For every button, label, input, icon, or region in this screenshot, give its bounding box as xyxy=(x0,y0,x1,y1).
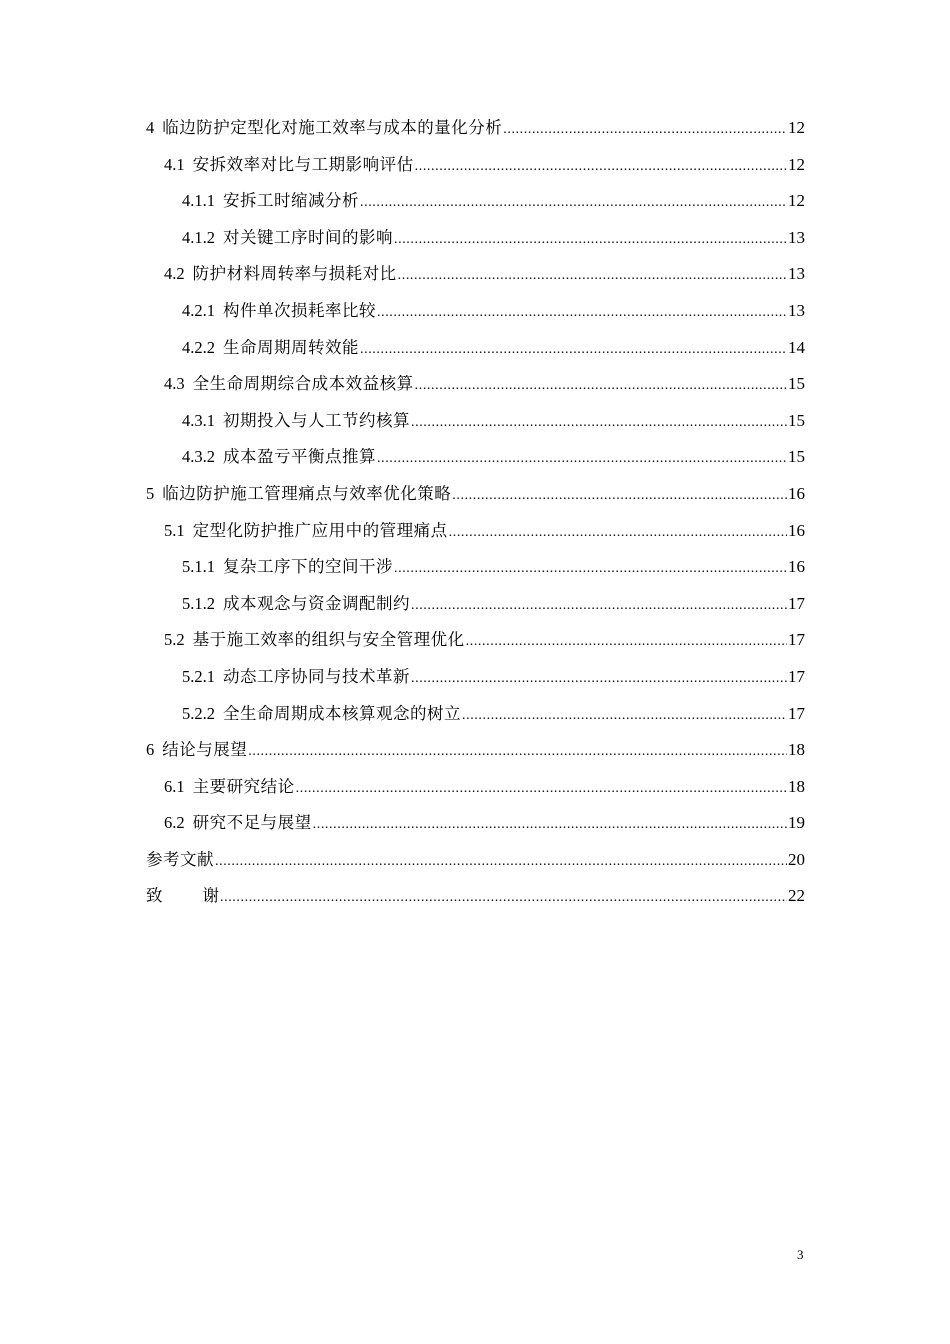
toc-entry-title: 研究不足与展望 xyxy=(192,813,312,833)
toc-entry-page: 20 xyxy=(788,849,805,869)
toc-entry-4-1-2[interactable] xyxy=(146,220,805,257)
toc-entry-page: 12 xyxy=(788,118,805,137)
toc-entry-5[interactable] xyxy=(146,476,805,513)
toc-entry-title: 安拆效率对比与工期影响评估 xyxy=(192,154,414,174)
toc-entry-number: 4.1.1 xyxy=(182,191,215,211)
toc-entry-page: 17 xyxy=(788,703,805,723)
toc-entry-title: 临边防护施工管理痛点与效率优化策略 xyxy=(162,483,452,503)
toc-leader-dots xyxy=(248,734,787,771)
toc-entry-4[interactable] xyxy=(146,110,805,147)
toc-entry-title: 成本观念与资金调配制约 xyxy=(223,593,410,613)
toc-entry-number: 4.2.2 xyxy=(182,337,215,357)
toc-entry-title: 全生命周期综合成本效益核算 xyxy=(192,374,414,394)
toc-entry-page: 18 xyxy=(788,740,805,760)
toc-entry-page: 12 xyxy=(788,154,805,174)
toc-entry-number: 4.2.1 xyxy=(182,300,215,320)
toc-entry-6-2[interactable] xyxy=(146,805,805,842)
toc-entry-title: 动态工序协同与技术革新 xyxy=(223,666,410,686)
toc-leader-dots xyxy=(220,880,787,917)
toc-leader-dots xyxy=(452,478,787,515)
toc-entry-page: 14 xyxy=(788,337,805,357)
toc-entry-number: 6 xyxy=(146,740,155,760)
toc-entry-title-part1: 致 xyxy=(146,886,163,906)
toc-entry-number: 5.2.1 xyxy=(182,666,215,686)
toc-leader-dots xyxy=(415,149,787,186)
toc-entry-page: 18 xyxy=(788,776,805,796)
toc-entry-number: 5.2.2 xyxy=(182,703,215,723)
toc-entry-acknowledgements[interactable] xyxy=(146,878,805,915)
toc-entry-page: 15 xyxy=(788,410,805,430)
toc-leader-dots xyxy=(313,807,787,844)
toc-entry-title: 复杂工序下的空间干涉 xyxy=(223,557,393,577)
toc-entry-page: 17 xyxy=(788,666,805,686)
toc-entry-page: 15 xyxy=(788,447,805,467)
toc-leader-dots xyxy=(415,368,787,405)
toc-entry-title: 定型化防护推广应用中的管理痛点 xyxy=(192,520,448,540)
toc-entry-number: 4.2 xyxy=(164,264,185,284)
toc-entry-page: 15 xyxy=(788,374,805,394)
toc-leader-dots xyxy=(411,661,787,698)
toc-entry-title xyxy=(146,878,219,915)
toc-entry-number: 5 xyxy=(146,483,155,503)
toc-entry-title: 初期投入与人工节约核算 xyxy=(223,410,410,430)
toc-entry-page: 17 xyxy=(788,630,805,650)
toc-entry-4-2[interactable] xyxy=(146,256,805,293)
toc-entry-title: 生命周期周转效能 xyxy=(223,337,359,357)
toc-entry-number: 5.1.1 xyxy=(182,557,215,577)
toc-leader-dots xyxy=(449,515,787,552)
toc-entry-number: 5.2 xyxy=(164,630,185,650)
toc-entry-title: 安拆工时缩减分析 xyxy=(223,191,359,211)
toc-leader-dots xyxy=(360,332,787,369)
toc-entry-5-2[interactable] xyxy=(146,622,805,659)
toc-leader-dots xyxy=(503,112,787,149)
toc-leader-dots xyxy=(377,295,787,332)
toc-entry-title: 对关键工序时间的影响 xyxy=(223,227,393,247)
toc-entry-title: 临边防护定型化对施工效率与成本的量化分析 xyxy=(162,118,503,137)
toc-entry-title: 结论与展望 xyxy=(162,740,248,760)
toc-leader-dots xyxy=(394,222,787,259)
toc-entry-page: 19 xyxy=(788,813,805,833)
toc-entry-number: 5.1 xyxy=(164,520,185,540)
toc-entry-page: 16 xyxy=(788,557,805,577)
toc-leader-dots xyxy=(411,405,787,442)
toc-entry-title: 成本盈亏平衡点推算 xyxy=(223,447,376,467)
toc-entry-title: 全生命周期成本核算观念的树立 xyxy=(223,703,461,723)
toc-entry-5-2-1[interactable] xyxy=(146,659,805,696)
toc-entry-4-1[interactable] xyxy=(146,147,805,184)
page-number: 3 xyxy=(797,1247,804,1262)
table-of-contents xyxy=(146,110,805,915)
toc-entry-title: 构件单次损耗率比较 xyxy=(223,300,376,320)
toc-entry-4-3[interactable] xyxy=(146,366,805,403)
toc-entry-title: 主要研究结论 xyxy=(192,776,295,796)
toc-entry-4-1-1[interactable] xyxy=(146,183,805,220)
toc-entry-5-1-1[interactable] xyxy=(146,549,805,586)
toc-entry-4-3-2[interactable] xyxy=(146,439,805,476)
toc-leader-dots xyxy=(411,588,787,625)
toc-entry-number: 5.1.2 xyxy=(182,593,215,613)
toc-entry-5-2-2[interactable] xyxy=(146,696,805,733)
toc-entry-page: 13 xyxy=(788,227,805,247)
toc-leader-dots xyxy=(466,624,787,661)
toc-leader-dots xyxy=(462,698,787,735)
toc-entry-4-2-2[interactable] xyxy=(146,330,805,367)
toc-entry-6[interactable] xyxy=(146,732,805,769)
toc-entry-page: 12 xyxy=(788,191,805,211)
toc-entry-page: 16 xyxy=(788,520,805,540)
toc-entry-number: 4.3.1 xyxy=(182,410,215,430)
toc-leader-dots xyxy=(394,551,787,588)
toc-leader-dots xyxy=(215,844,787,881)
toc-entry-references[interactable] xyxy=(146,842,805,879)
toc-entry-number: 6.1 xyxy=(164,776,185,796)
toc-entry-page: 13 xyxy=(788,300,805,320)
toc-entry-5-1-2[interactable] xyxy=(146,586,805,623)
toc-entry-6-1[interactable] xyxy=(146,769,805,806)
toc-leader-dots xyxy=(360,185,787,222)
toc-entry-number: 4.1.2 xyxy=(182,227,215,247)
toc-entry-title: 防护材料周转率与损耗对比 xyxy=(192,264,397,284)
toc-leader-dots xyxy=(296,771,787,808)
toc-entry-page: 16 xyxy=(788,483,805,503)
toc-entry-number: 4.3.2 xyxy=(182,447,215,467)
toc-entry-number: 4.1 xyxy=(164,154,185,174)
toc-leader-dots xyxy=(398,258,787,295)
toc-entry-number: 4.3 xyxy=(164,374,185,394)
toc-entry-number: 4 xyxy=(146,118,155,137)
toc-entry-title: 基于施工效率的组织与安全管理优化 xyxy=(192,630,465,650)
toc-entry-4-2-1[interactable] xyxy=(146,293,805,330)
toc-entry-page: 17 xyxy=(788,593,805,613)
toc-entry-number: 6.2 xyxy=(164,813,185,833)
toc-entry-page: 13 xyxy=(788,264,805,284)
toc-entry-5-1[interactable] xyxy=(146,513,805,550)
toc-entry-title: 参考文献 xyxy=(146,849,214,869)
toc-entry-title-part2: 谢 xyxy=(202,886,219,906)
toc-entry-page: 22 xyxy=(788,886,805,906)
toc-entry-4-3-1[interactable] xyxy=(146,403,805,440)
toc-leader-dots xyxy=(377,441,787,478)
